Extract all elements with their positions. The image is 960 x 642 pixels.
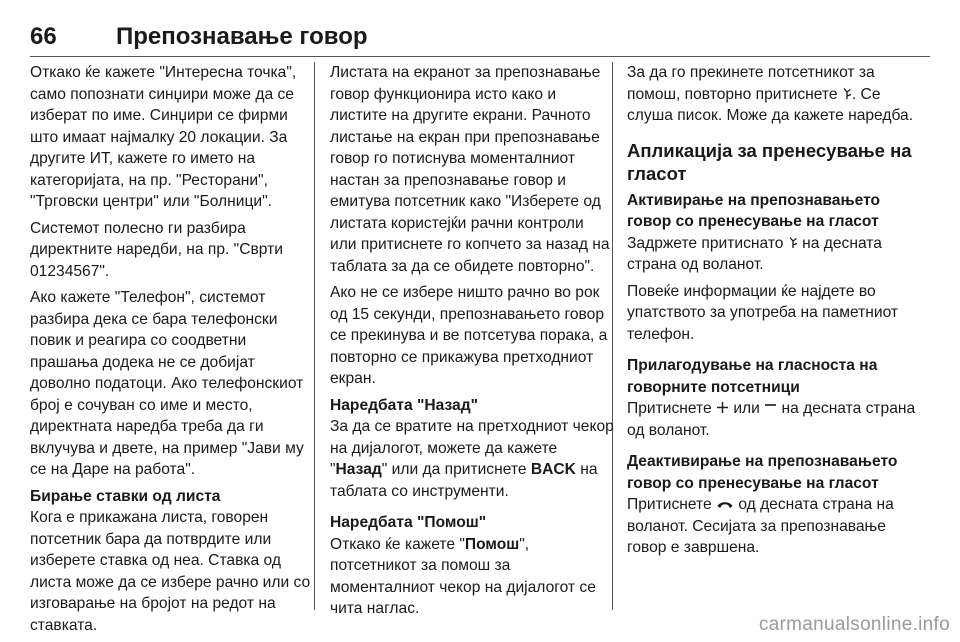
paragraph-cancel-help: За да го прекинете потсетникот за помош, повторно притиснете . Се слуша писок. Може да кажете наредба. [627,64,914,124]
column-divider-1 [314,62,315,610]
paragraph-poi: Откако ќе кажете "Интересна точка", само попознати синџири може да се изберат по име. Синџири се фирми што имаат најмалку 20 локации. За другите ИТ, кажете го името на категоријата, на пр. "Ресторани", "Трговски центри" или "Болници". [30,64,297,210]
page-number: 66 [30,23,57,50]
hang-up-icon [716,498,734,510]
page-header [0,22,960,58]
section-heading-voice-passthrough: Апликација за пренесување на гласот [627,139,912,184]
paragraph-volume: Притиснете или на десната страна од воланот. [627,400,916,439]
paragraph-phone: Ако кажете "Телефон", системот разбира дека се бара телефонски повик и реагира со соодветни прашања додека не се добијат доволно податоци. Ако телефонскиот број е сочуван со име и место, директната наредба треба да ги вклучува и двете, на пример "Јави му се на Даре на работа". [30,289,304,478]
page-title: Препознавање говор [116,23,368,50]
voice-command-icon [842,87,852,101]
column-2 [330,62,614,620]
subheading-deactivate-passthrough: Деактивирање на препознавањето говор со пренесување на гласот [627,453,898,492]
voice-command-icon [788,236,798,250]
paragraph-smartphone-info: Повеќе информации ќе најдете во упатството за употреба на паметниот телефон. [627,282,899,343]
subheading-back-command: Наредбата "Назад" [330,396,479,414]
subheading-activate-passthrough: Активирање на препознавањето говор со пренесување на гласот [627,191,881,230]
paragraph-deactivate-passthrough: Притиснете од десната страна на воланот. Сесијата за препознавање говор е завршена. [627,496,894,556]
plus-icon [716,401,729,414]
header-divider [30,56,930,57]
paragraph-help-command: Откако ќе кажете "Помош", потсетникот за помош за моменталниот чекор на дијалогот се чита наглас. [330,535,596,617]
watermark: carmanualsonline.info [758,614,950,635]
subheading-list-selection: Бирање ставки од листа [30,487,221,505]
paragraph-direct-commands: Системот полесно ги разбира директните наредби, на пр. "Сврти 01234567". [30,219,283,280]
paragraph-list-selection: Кога е прикажана листа, говорен потсетник бара да потврдите или изберете ставка од неа. Ставка од листа може да се избере рачно или со изговарање на бројот на редот на ставката. [30,509,311,634]
column-3 [627,62,917,559]
column-1 [30,62,312,636]
paragraph-back-command: За да се вратите на претходниот чекор на дијалогот, можете да кажете "Назад" или да притиснете BACK на таблата со инструменти. [330,418,614,500]
paragraph-list-screen: Листата на екранот за препознавање говор функционира исто како и листите на другите екрани. Рачното листање на екран при препознавање говор го потиснува моменталниот настан за препознавање говор и емитува потсетник како "Изберете од листата користејќи рачни контроли или притиснете го копчето за назад на таблата за да се обидете повторно". [330,64,610,275]
subheading-help-command: Наредбата "Помош" [330,514,487,531]
paragraph-timeout: Ако не се избере ништо рачно во рок од 15 секунди, препознавањето говор се прекинува и ве потсетува порака, а повторно се прикажува претходниот екран. [330,284,608,387]
subheading-volume: Прилагодување на гласноста на говорните потсетници [627,357,878,396]
paragraph-activate-passthrough: Задржете притиснато на десната страна од воланот. [627,234,882,273]
minus-icon [764,401,777,414]
